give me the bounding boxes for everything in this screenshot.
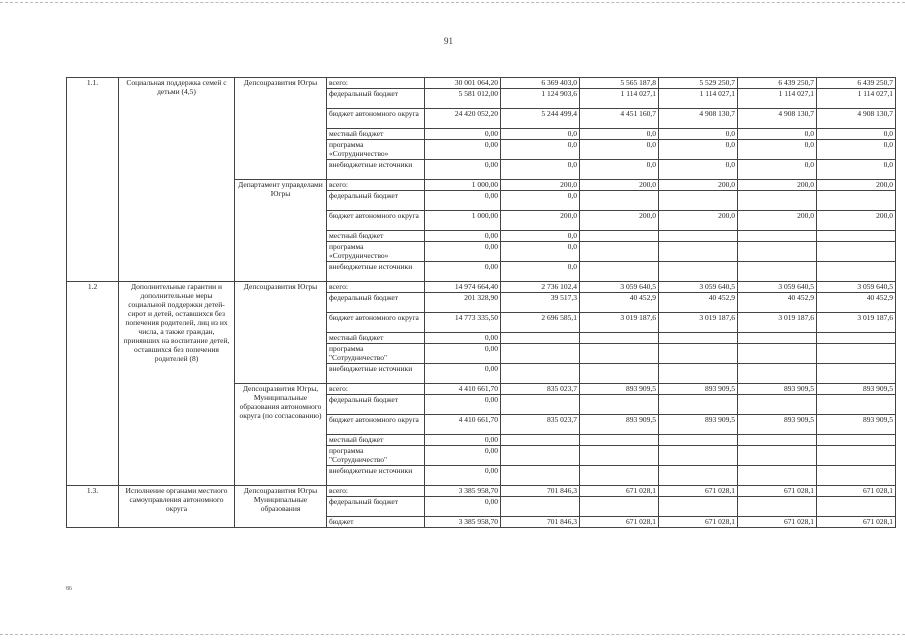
year-value-cell: 200,0 <box>817 211 896 231</box>
year-value-cell <box>738 344 817 364</box>
funding-source-cell: местный бюджет <box>327 129 425 140</box>
year-value-cell <box>738 435 817 446</box>
year-value-cell: 3 019 187,6 <box>580 313 659 333</box>
total-value-cell: 1 000,00 <box>425 211 501 231</box>
year-value-cell <box>659 395 738 415</box>
year-value-cell: 1 114 027,1 <box>738 89 817 109</box>
year-value-cell <box>817 262 896 282</box>
year-value-cell: 0,0 <box>501 160 580 180</box>
year-value-cell <box>817 497 896 517</box>
year-value-cell: 0,0 <box>501 140 580 160</box>
year-value-cell <box>738 395 817 415</box>
year-value-cell: 200,0 <box>501 211 580 231</box>
year-value-cell <box>501 344 580 364</box>
total-value-cell: 4 410 661,70 <box>425 384 501 395</box>
funding-source-cell: местный бюджет <box>327 435 425 446</box>
year-value-cell <box>738 466 817 486</box>
year-value-cell: 3 059 640,5 <box>817 282 896 293</box>
year-value-cell: 0,0 <box>501 231 580 242</box>
year-value-cell <box>659 435 738 446</box>
year-value-cell <box>817 446 896 466</box>
year-value-cell: 671 028,1 <box>659 486 738 497</box>
year-value-cell <box>659 364 738 384</box>
executor-cell: Департамент управделами Югры <box>235 180 327 282</box>
year-value-cell <box>580 191 659 211</box>
year-value-cell: 701 846,3 <box>501 486 580 497</box>
total-value-cell: 30 001 064,20 <box>425 78 501 89</box>
year-value-cell: 2 696 585,1 <box>501 313 580 333</box>
funding-source-cell: федеральный бюджет <box>327 191 425 211</box>
year-value-cell <box>738 191 817 211</box>
year-value-cell <box>817 231 896 242</box>
year-value-cell: 200,0 <box>659 180 738 191</box>
year-value-cell: 671 028,1 <box>580 486 659 497</box>
year-value-cell: 0,0 <box>817 129 896 140</box>
year-value-cell <box>659 333 738 344</box>
total-value-cell: 0,00 <box>425 160 501 180</box>
year-value-cell <box>817 364 896 384</box>
year-value-cell <box>580 333 659 344</box>
funding-source-cell: бюджет автономного округа <box>327 415 425 435</box>
year-value-cell <box>580 446 659 466</box>
executor-cell: Депсоцразвития Югры, Муниципальные образования автономного округа (по согласованию) <box>235 384 327 486</box>
year-value-cell <box>659 242 738 262</box>
year-value-cell: 671 028,1 <box>817 486 896 497</box>
year-value-cell: 893 909,5 <box>659 415 738 435</box>
year-value-cell <box>501 497 580 517</box>
year-value-cell <box>817 344 896 364</box>
item-number-cell: 1.3. <box>67 486 119 528</box>
table-body <box>67 78 896 528</box>
year-value-cell: 835 023,7 <box>501 415 580 435</box>
funding-source-cell: бюджет <box>327 517 425 528</box>
year-value-cell: 893 909,5 <box>817 415 896 435</box>
year-value-cell: 6 369 403,0 <box>501 78 580 89</box>
total-value-cell: 201 328,90 <box>425 293 501 313</box>
executor-cell: Депсоцразвития Югры Муниципальные образования <box>235 486 327 528</box>
total-value-cell: 0,00 <box>425 140 501 160</box>
year-value-cell <box>817 191 896 211</box>
funding-source-cell: внебюджетные источники <box>327 466 425 486</box>
year-value-cell: 3 019 187,6 <box>817 313 896 333</box>
year-value-cell: 701 846,3 <box>501 517 580 528</box>
year-value-cell: 1 124 903,6 <box>501 89 580 109</box>
total-value-cell: 0,00 <box>425 191 501 211</box>
year-value-cell: 0,0 <box>501 262 580 282</box>
year-value-cell: 0,0 <box>580 160 659 180</box>
year-value-cell: 200,0 <box>738 180 817 191</box>
year-value-cell: 893 909,5 <box>738 415 817 435</box>
scan-edge-bottom <box>0 634 905 635</box>
year-value-cell <box>580 435 659 446</box>
year-value-cell: 4 908 130,7 <box>738 109 817 129</box>
year-value-cell: 671 028,1 <box>580 517 659 528</box>
funding-source-cell: программа "Сотрудничество" <box>327 446 425 466</box>
year-value-cell: 3 019 187,6 <box>659 313 738 333</box>
funding-source-cell: федеральный бюджет <box>327 497 425 517</box>
year-value-cell <box>659 497 738 517</box>
funding-source-cell: всего: <box>327 282 425 293</box>
year-value-cell: 3 059 640,5 <box>580 282 659 293</box>
total-value-cell: 0,00 <box>425 231 501 242</box>
year-value-cell: 40 452,9 <box>580 293 659 313</box>
year-value-cell: 671 028,1 <box>817 517 896 528</box>
total-value-cell: 0,00 <box>425 395 501 415</box>
footnote: 86 <box>66 586 72 592</box>
year-value-cell: 5 244 499,4 <box>501 109 580 129</box>
funding-source-cell: бюджет автономного округа <box>327 313 425 333</box>
total-value-cell: 0,00 <box>425 262 501 282</box>
year-value-cell: 2 736 102,4 <box>501 282 580 293</box>
year-value-cell <box>817 333 896 344</box>
total-value-cell: 4 410 661,70 <box>425 415 501 435</box>
item-number-cell: 1.1. <box>67 78 119 282</box>
total-value-cell: 0,00 <box>425 333 501 344</box>
funding-source-cell: программа «Сотрудничество» <box>327 140 425 160</box>
year-value-cell: 0,0 <box>817 160 896 180</box>
total-value-cell: 3 385 958,70 <box>425 517 501 528</box>
funding-source-cell: федеральный бюджет <box>327 293 425 313</box>
measure-name-cell: Исполнение органами местного самоуправления автономного округа <box>119 486 235 528</box>
year-value-cell <box>659 231 738 242</box>
total-value-cell: 0,00 <box>425 344 501 364</box>
year-value-cell <box>580 242 659 262</box>
year-value-cell: 671 028,1 <box>659 517 738 528</box>
year-value-cell <box>817 395 896 415</box>
item-number-cell: 1.2 <box>67 282 119 486</box>
year-value-cell: 0,0 <box>659 140 738 160</box>
year-value-cell: 1 114 027,1 <box>817 89 896 109</box>
total-value-cell: 3 385 958,70 <box>425 486 501 497</box>
year-value-cell: 40 452,9 <box>738 293 817 313</box>
year-value-cell: 5 529 250,7 <box>659 78 738 89</box>
year-value-cell: 0,0 <box>501 191 580 211</box>
total-value-cell: 0,00 <box>425 466 501 486</box>
year-value-cell <box>501 333 580 344</box>
year-value-cell: 200,0 <box>817 180 896 191</box>
year-value-cell: 39 517,3 <box>501 293 580 313</box>
funding-source-cell: местный бюджет <box>327 333 425 344</box>
funding-source-cell: федеральный бюджет <box>327 395 425 415</box>
total-value-cell: 0,00 <box>425 497 501 517</box>
year-value-cell <box>501 395 580 415</box>
year-value-cell: 0,0 <box>738 160 817 180</box>
year-value-cell <box>659 446 738 466</box>
measure-name-cell: Дополнительные гарантии и дополнительные меры социальной поддержки детей-сирот и детей, оставшихся без попечения родителей, лиц из их числа, а также граждан, принявших на воспитание детей, оставшихся без попечения родителей (8) <box>119 282 235 486</box>
year-value-cell: 3 059 640,5 <box>659 282 738 293</box>
year-value-cell: 0,0 <box>580 140 659 160</box>
year-value-cell: 0,0 <box>501 129 580 140</box>
year-value-cell <box>738 364 817 384</box>
year-value-cell <box>659 262 738 282</box>
funding-source-cell: программа "Сотрудничество" <box>327 344 425 364</box>
total-value-cell: 24 420 052,20 <box>425 109 501 129</box>
total-value-cell: 0,00 <box>425 129 501 140</box>
year-value-cell <box>580 395 659 415</box>
year-value-cell: 200,0 <box>501 180 580 191</box>
funding-source-cell: федеральный бюджет <box>327 89 425 109</box>
year-value-cell <box>738 333 817 344</box>
funding-source-cell: всего: <box>327 78 425 89</box>
total-value-cell: 5 581 012,00 <box>425 89 501 109</box>
year-value-cell: 893 909,5 <box>659 384 738 395</box>
year-value-cell <box>501 364 580 384</box>
funding-source-cell: бюджет автономного округа <box>327 109 425 129</box>
year-value-cell: 0,0 <box>659 160 738 180</box>
year-value-cell <box>817 242 896 262</box>
year-value-cell: 200,0 <box>580 180 659 191</box>
executor-cell: Депсоцразвития Югры <box>235 78 327 180</box>
year-value-cell <box>738 497 817 517</box>
year-value-cell <box>817 466 896 486</box>
year-value-cell <box>659 191 738 211</box>
funding-source-cell: внебюджетные источники <box>327 262 425 282</box>
total-value-cell: 0,00 <box>425 242 501 262</box>
total-value-cell: 14 974 664,40 <box>425 282 501 293</box>
year-value-cell: 6 439 250,7 <box>738 78 817 89</box>
year-value-cell: 200,0 <box>738 211 817 231</box>
table-row <box>67 282 896 293</box>
year-value-cell: 893 909,5 <box>817 384 896 395</box>
year-value-cell: 3 059 640,5 <box>738 282 817 293</box>
executor-cell: Депсоцразвития Югры <box>235 282 327 384</box>
year-value-cell: 671 028,1 <box>738 517 817 528</box>
year-value-cell: 893 909,5 <box>580 415 659 435</box>
total-value-cell: 1 000,00 <box>425 180 501 191</box>
table-row <box>67 486 896 497</box>
year-value-cell <box>580 262 659 282</box>
page-number: 91 <box>444 36 453 46</box>
funding-source-cell: внебюджетные источники <box>327 160 425 180</box>
year-value-cell <box>580 344 659 364</box>
year-value-cell <box>738 242 817 262</box>
year-value-cell: 0,0 <box>580 129 659 140</box>
year-value-cell: 0,0 <box>817 140 896 160</box>
year-value-cell: 1 114 027,1 <box>659 89 738 109</box>
year-value-cell <box>580 497 659 517</box>
year-value-cell: 835 023,7 <box>501 384 580 395</box>
year-value-cell <box>738 446 817 466</box>
year-value-cell <box>580 364 659 384</box>
year-value-cell: 4 451 160,7 <box>580 109 659 129</box>
year-value-cell: 0,0 <box>738 129 817 140</box>
year-value-cell <box>501 446 580 466</box>
year-value-cell <box>817 435 896 446</box>
year-value-cell <box>738 262 817 282</box>
year-value-cell: 200,0 <box>659 211 738 231</box>
year-value-cell: 0,0 <box>738 140 817 160</box>
year-value-cell: 200,0 <box>580 211 659 231</box>
funding-source-cell: всего: <box>327 486 425 497</box>
funding-source-cell: всего: <box>327 384 425 395</box>
year-value-cell: 3 019 187,6 <box>738 313 817 333</box>
year-value-cell <box>738 231 817 242</box>
year-value-cell: 893 909,5 <box>580 384 659 395</box>
year-value-cell: 5 565 187,8 <box>580 78 659 89</box>
funding-source-cell: бюджет автономного округа <box>327 211 425 231</box>
funding-table <box>66 77 896 528</box>
year-value-cell: 40 452,9 <box>659 293 738 313</box>
total-value-cell: 14 773 335,50 <box>425 313 501 333</box>
year-value-cell <box>659 344 738 364</box>
year-value-cell: 4 908 130,7 <box>817 109 896 129</box>
funding-source-cell: программа «Сотрудничество» <box>327 242 425 262</box>
table-row <box>67 78 896 89</box>
total-value-cell: 0,00 <box>425 435 501 446</box>
scan-edge-top <box>0 2 905 3</box>
year-value-cell <box>659 466 738 486</box>
year-value-cell: 4 908 130,7 <box>659 109 738 129</box>
total-value-cell: 0,00 <box>425 364 501 384</box>
year-value-cell: 0,0 <box>501 242 580 262</box>
year-value-cell: 0,0 <box>659 129 738 140</box>
funding-source-cell: местный бюджет <box>327 231 425 242</box>
year-value-cell: 1 114 027,1 <box>580 89 659 109</box>
funding-source-cell: внебюджетные источники <box>327 364 425 384</box>
year-value-cell <box>501 466 580 486</box>
year-value-cell: 40 452,9 <box>817 293 896 313</box>
measure-name-cell: Социальная поддержка семей с детьми (4,5) <box>119 78 235 282</box>
year-value-cell <box>580 231 659 242</box>
year-value-cell <box>501 435 580 446</box>
year-value-cell: 671 028,1 <box>738 486 817 497</box>
funding-source-cell: всего: <box>327 180 425 191</box>
year-value-cell <box>580 466 659 486</box>
year-value-cell: 893 909,5 <box>738 384 817 395</box>
year-value-cell: 6 439 250,7 <box>817 78 896 89</box>
total-value-cell: 0,00 <box>425 446 501 466</box>
